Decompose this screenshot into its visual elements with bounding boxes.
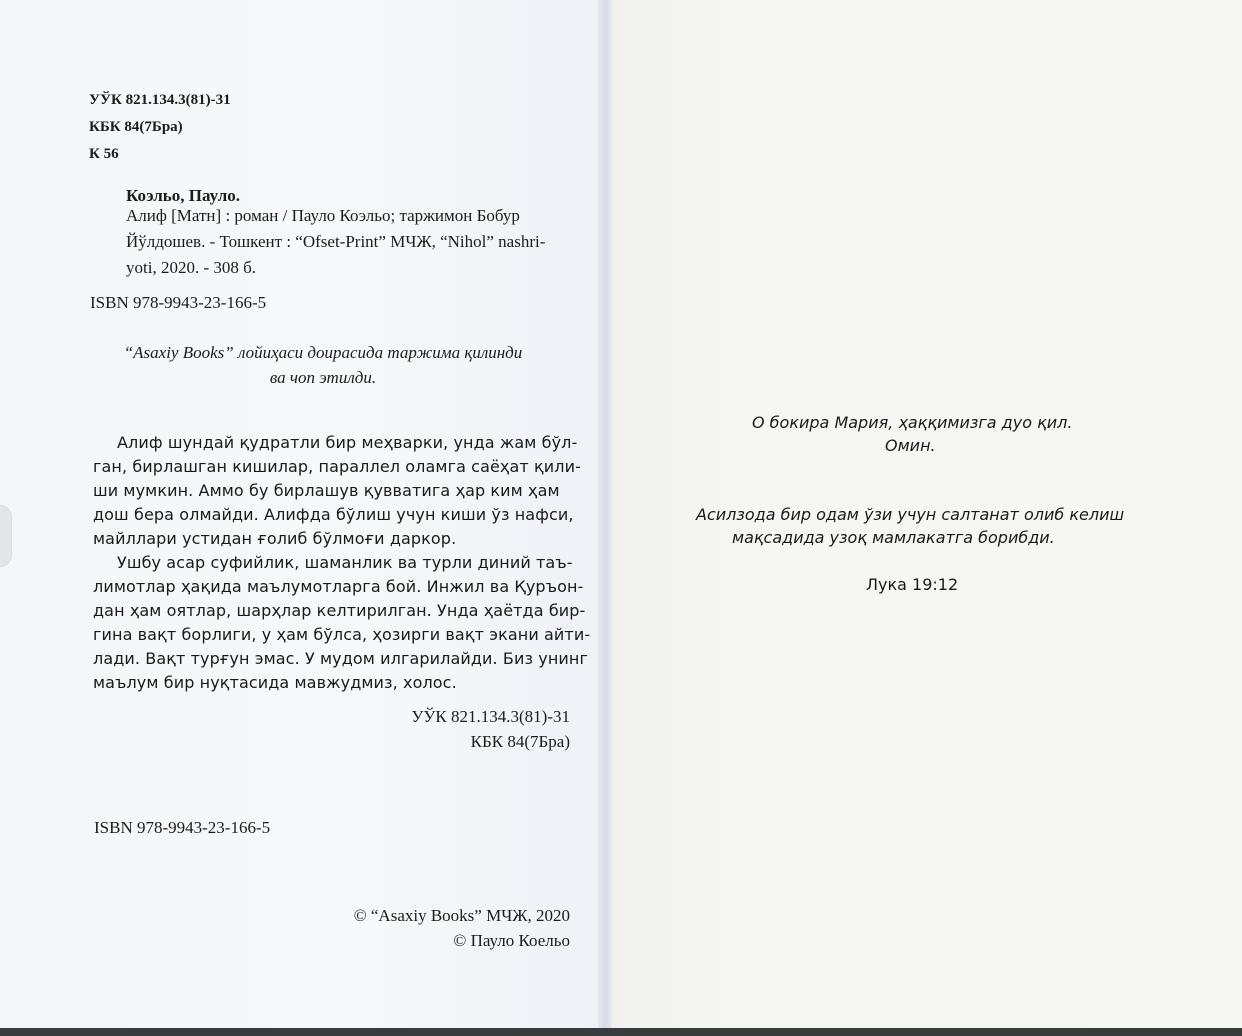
bbk-code-bottom: КБК 84(7Бра) [470,732,570,751]
biblio-line: Алиф [Матн] : роман / Пауло Коэльо; таржимон Бобур [126,206,520,225]
epigraph-line: мақсадида узоқ мамлакатга борибди. [732,528,1055,547]
prayer-line: О бокира Мария, ҳаққимизга дуо қил. [752,413,1073,432]
k-code: К 56 [89,146,119,162]
annotation-line: Ушбу асар суфийлик, шаманлик ва турли диний таъ- [117,553,573,572]
annotation-line: дан ҳам оятлар, шарҳлар келтирилган. Унда ҳаётда бир- [93,601,586,620]
annotation-line: маълум бир нуқтасида мавжудмиз, холос. [93,673,457,692]
isbn-top: ISBN 978-9943-23-166-5 [90,293,267,312]
udk-code: УЎК 821.134.3(81)-31 [89,92,231,108]
biblio-line: yoti, 2020. - 308 б. [126,258,257,277]
epigraph-line: Асилзода бир одам ўзи учун салтанат олиб келиш [696,505,1125,524]
udk-code-bottom: УЎК 821.134.3(81)-31 [411,707,570,726]
annotation-line: дош бера олмайди. Алифда бўлиш учун киши ўз нафси, [93,505,574,524]
epigraph-source: Лука 19:12 [866,575,959,594]
annotation-line: лимотлар ҳақида маълумотларга бой. Инжил ва Қуръон- [93,577,584,596]
annotation-line: лади. Вақт турғун эмас. У мудом илгарилайди. Биз унинг [93,649,588,668]
isbn-bottom: ISBN 978-9943-23-166-5 [94,818,271,837]
project-note-line: ва чоп этилди. [269,368,377,387]
biblio-line: Йўлдошев. - Тошкент : “Ofset-Print” МЧЖ, “Nihol” nashri- [126,232,546,251]
project-note-line: “Asaxiy Books” лойиҳаси доирасида таржима қилинди [123,343,523,362]
annotation-line: ши мумкин. Аммо бу бирлашув қувватига ҳар ким ҳам [93,481,560,500]
prayer-amen: Омин. [885,436,936,455]
bottom-edge [0,1028,1242,1036]
copyright-publisher: © “Asaxiy Books” МЧЖ, 2020 [353,906,570,925]
annotation-line: Алиф шундай қудратли бир меҳварки, унда жам бўл- [117,433,578,452]
annotation-line: ган, бирлашган кишилар, параллел оламга саёҳат қили- [93,457,581,476]
page-tab-edge [0,505,12,567]
right-page [612,0,1242,1036]
left-page [0,0,606,1036]
annotation-line: гина вақт борлиги, у ҳам бўлса, ҳозирги вақт экани айти- [93,625,591,644]
copyright-author: © Пауло Коельо [453,931,570,950]
bbk-code: КБК 84(7Бра) [89,119,183,135]
annotation-line: майллари устидан ғолиб бўлмоғи даркор. [93,529,457,548]
author-heading: Коэльо, Пауло. [126,186,240,205]
